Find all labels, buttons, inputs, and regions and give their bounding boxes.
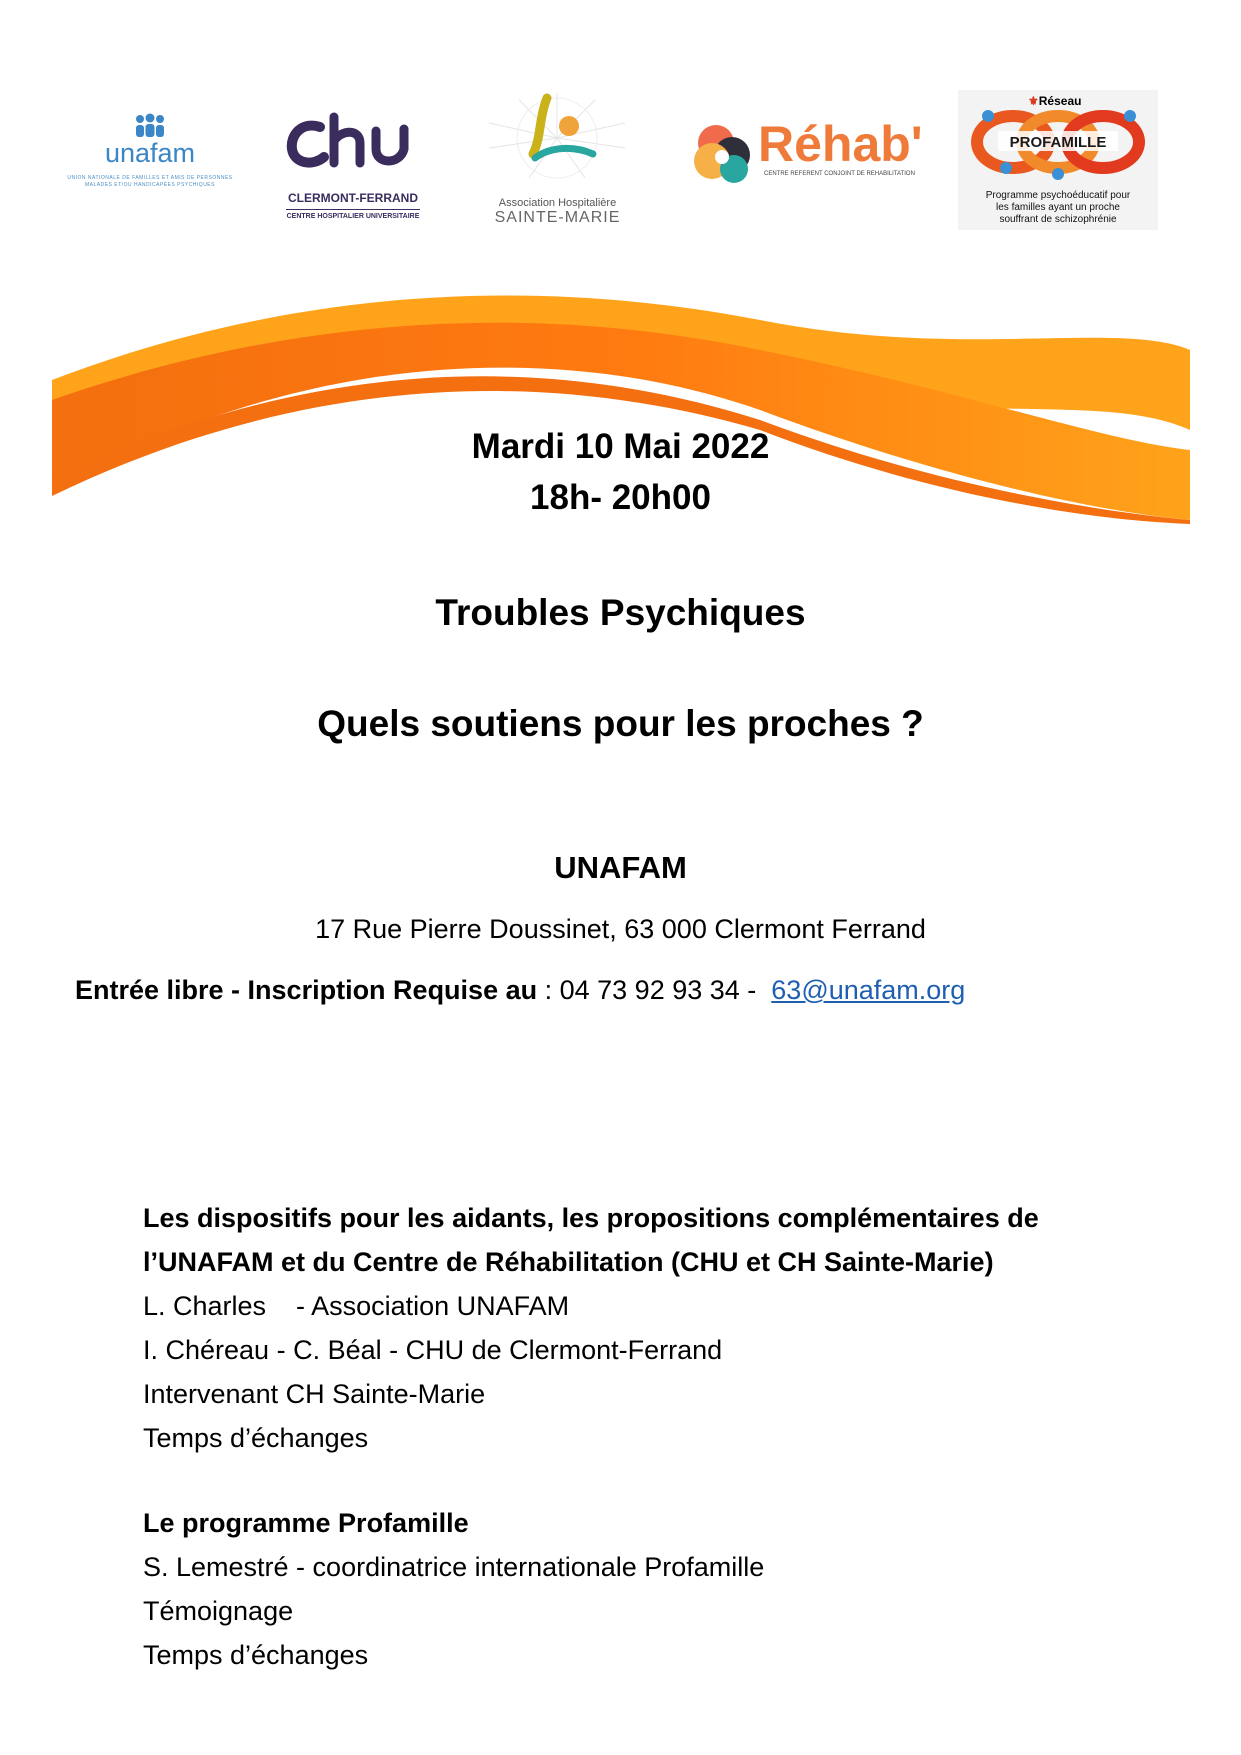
unafam-tagline: UNION NATIONALE DE FAMILLES ET AMIS DE PERSONNES MALADES ET/OU HANDICAPÉES PSYCHIQUES	[67, 175, 233, 188]
event-address: 17 Rue Pierre Doussinet, 63 000 Clermont Ferrand	[315, 914, 926, 944]
list-item: Témoignage	[143, 1596, 294, 1626]
section2-heading: Le programme Profamille	[143, 1508, 469, 1538]
list-item: Temps d’échanges	[143, 1640, 369, 1670]
list-item: I. Chéreau - C. Béal - CHU de Clermont-Ferrand	[143, 1335, 723, 1365]
event-time: 18h- 20h00	[530, 478, 711, 517]
chu-city: CLERMONT-FERRAND	[288, 191, 418, 205]
sainte-marie-line2: SAINTE-MARIE	[494, 209, 621, 226]
unafam-wordmark: unafam	[104, 138, 196, 168]
profamille-name: PROFAMILLE	[1009, 134, 1107, 151]
sainte-marie-logo	[475, 88, 640, 233]
event-date: Mardi 10 Mai 2022	[471, 427, 770, 466]
list-item: L. Charles - Association UNAFAM	[143, 1291, 570, 1321]
section1-heading-line1: Les dispositifs pour les aidants, les propositions complémentaires de	[143, 1203, 1039, 1233]
list-item: Intervenant CH Sainte-Marie	[143, 1379, 486, 1409]
registration-email-link[interactable]: 63@unafam.org	[771, 975, 966, 1005]
program-section-profamille	[143, 1501, 764, 1677]
unafam-logo	[60, 110, 240, 210]
fleur-de-lys-icon: ⚜	[1028, 94, 1039, 108]
registration-phone: : 04 73 92 93 34 -	[537, 975, 772, 1005]
organizer-name: UNAFAM	[554, 850, 687, 885]
profamille-logo	[958, 90, 1158, 230]
profamille-network: Réseau	[1038, 94, 1082, 108]
chu-subtitle: CENTRE HOSPITALIER UNIVERSITAIRE	[286, 213, 420, 220]
sainte-marie-line1: Association Hospitalière	[498, 197, 617, 209]
event-subtitle: Quels soutiens pour les proches ?	[317, 703, 924, 744]
list-item: Temps d’échanges	[143, 1423, 369, 1453]
profamille-desc-line2: les familles ayant un proche	[996, 202, 1120, 213]
rehab-wordmark: Réhab'	[758, 116, 923, 172]
list-item: S. Lemestré - coordinatrice internationale Profamille	[143, 1552, 765, 1582]
event-title: Troubles Psychiques	[435, 592, 806, 633]
unafam-people-icon	[60, 110, 240, 170]
registration-line	[75, 975, 965, 1006]
profamille-desc-line1: Programme psychoéducatif pour	[985, 190, 1131, 201]
chu-mark-icon	[282, 105, 424, 180]
rehab-subtitle: CENTRE REFERENT CONJOINT DE REHABILITATION	[764, 171, 915, 177]
rehab-logo	[690, 115, 930, 190]
section1-heading-line2: l’UNAFAM et du Centre de Réhabilitation (CHU et CH Sainte-Marie)	[143, 1247, 994, 1277]
registration-label: Entrée libre - Inscription Requise au	[75, 975, 538, 1005]
program-section-dispositifs	[143, 1196, 1039, 1460]
rehab-circles-icon	[690, 115, 760, 190]
chu-logo	[282, 105, 424, 225]
sainte-marie-emblem-icon	[475, 88, 640, 188]
profamille-desc-line3: souffrant de schizophrénie	[999, 214, 1117, 225]
